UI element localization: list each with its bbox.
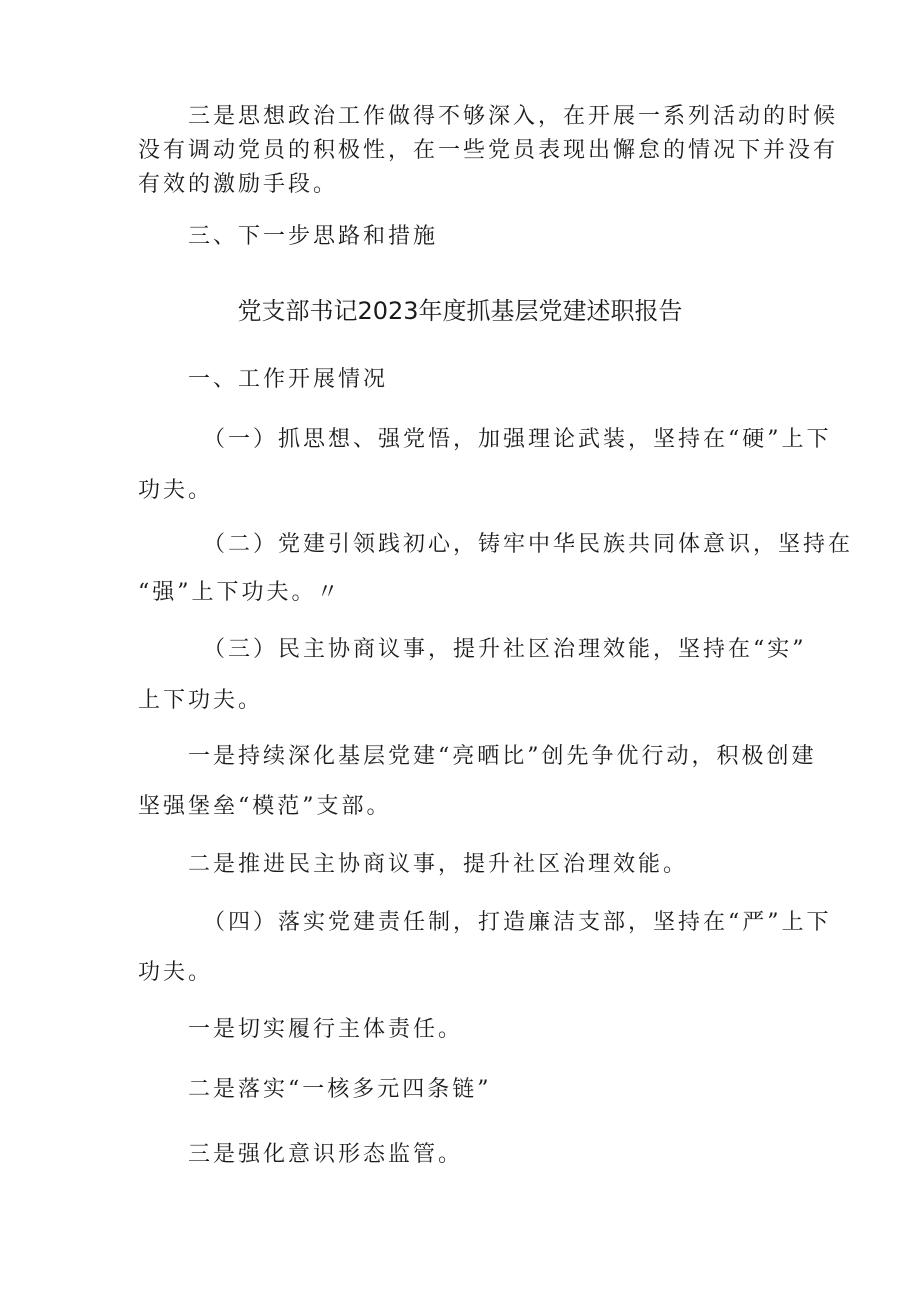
paragraph-line: （四）落实党建责任制，打造廉洁支部，坚持在“严”上下: [203, 910, 832, 935]
paragraph-line: 二是落实“一核多元四条链”: [188, 1077, 492, 1102]
document-title: 党支部书记2023年度抓基层党建述职报告: [237, 297, 683, 325]
section-heading: 三、下一步思路和措施: [188, 224, 439, 249]
paragraph-line: （一）抓思想、强党悟，加强理论武装，坚持在“硬”上下: [203, 427, 832, 452]
paragraph-line: 功夫。: [138, 960, 214, 985]
paragraph-line: 三是思想政治工作做得不够深入，在开展一系列活动的时候: [188, 104, 839, 129]
paragraph-line: 一是持续深化基层党建“亮晒比”创先争优行动，积极创建: [188, 744, 817, 769]
paragraph-line: 有效的激励手段。: [138, 172, 339, 197]
paragraph-line: 上下功夫。: [138, 688, 264, 713]
section-heading: 一、工作开展情况: [188, 367, 389, 392]
paragraph-line: （三）民主协商议事，提升社区治理效能，坚持在“实”: [203, 637, 807, 662]
paragraph-line: 功夫。: [138, 478, 214, 503]
paragraph-line: 二是推进民主协商议事，提升社区治理效能。: [188, 852, 689, 877]
paragraph-line: （二）党建引领践初心，铸牢中华民族共同体意识，坚持在: [203, 532, 854, 557]
paragraph-line: 坚强堡垒“模范”支部。: [138, 794, 392, 819]
paragraph-line: “强”上下功夫。〃: [138, 580, 342, 605]
paragraph-line: 没有调动党员的积极性，在一些党员表现出懈怠的情况下并没有: [138, 138, 839, 163]
paragraph-line: 三是强化意识形态监管。: [188, 1142, 464, 1167]
paragraph-line: 一是切实履行主体责任。: [188, 1017, 464, 1042]
